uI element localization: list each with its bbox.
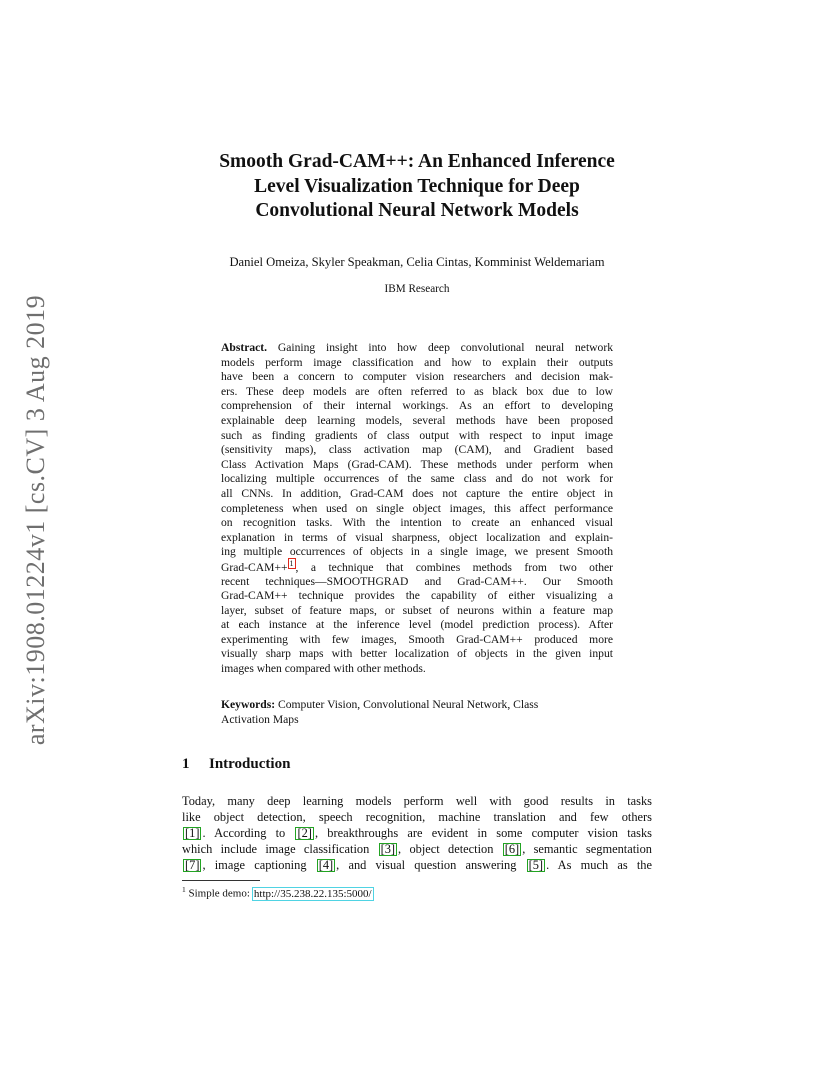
body-text: , and visual question answering	[336, 858, 526, 872]
author-list: Daniel Omeiza, Skyler Speakman, Celia Cintas, Komminist Weldemariam	[229, 255, 605, 269]
body-line	[182, 857, 652, 873]
body-text: , object detection	[398, 842, 502, 856]
abstract-line: ers. These deep models are often referred to as black box due to low	[221, 384, 613, 398]
abstract-text: , a technique that combines methods from two other	[295, 560, 613, 574]
abstract-line: ing multiple occurrences of objects in a single image, we present Smooth	[221, 545, 613, 559]
abstract-line: completeness when used on single object images, this affect performance	[221, 501, 613, 515]
abstract-text: Gaining insight into how deep convolutional neural network	[267, 341, 613, 354]
abstract-line: models perform image classification and how to explain their outputs	[221, 355, 613, 369]
body-text: . According to	[202, 826, 295, 840]
abstract-line: experimenting with few images, Smooth Grad-CAM++ produced more	[221, 632, 613, 646]
paper-title	[150, 150, 684, 224]
keywords-line: Activation Maps	[221, 713, 299, 726]
title-line: Convolutional Neural Network Models	[255, 200, 579, 221]
body-line	[182, 825, 652, 841]
section-title: Introduction	[209, 756, 291, 772]
affiliation: IBM Research	[384, 283, 450, 295]
citation-link[interactable]: [1]	[185, 826, 200, 840]
abstract-line: visually sharp maps with better localization of objects in the given input	[221, 647, 613, 661]
keywords-line	[221, 697, 613, 712]
keywords-text: Computer Vision, Convolutional Neural Network, Class	[275, 698, 539, 711]
introduction-paragraph	[182, 793, 652, 873]
abstract-line: on recognition tasks. With the intention to create an enhanced visual	[221, 516, 613, 530]
abstract-line: explainable deep learning models, several methods have been proposed	[221, 413, 613, 427]
body-line: Today, many deep learning models perform well with good results in tasks	[182, 794, 652, 808]
title-line: Smooth Grad-CAM++: An Enhanced Inference	[219, 151, 615, 172]
citation-link[interactable]: [5]	[528, 858, 544, 872]
citation-link[interactable]: [7]	[185, 858, 200, 872]
body-text: , image captioning	[202, 858, 316, 872]
keywords	[221, 697, 613, 727]
body-text: , breakthroughs are evident in some computer vision tasks	[314, 826, 652, 840]
citation-link[interactable]: [4]	[318, 858, 334, 872]
abstract-line: such as finding gradients of class output with respect to input image	[221, 428, 613, 442]
abstract-line: have been a concern to computer vision researchers and decision mak-	[221, 370, 613, 384]
abstract-label: Abstract.	[221, 341, 268, 354]
abstract-line: explanation in terms of visual sharpness, object localization and explain-	[221, 530, 613, 544]
section-heading	[182, 756, 290, 773]
abstract-line	[221, 341, 613, 356]
abstract-line: images when compared with other methods.	[221, 662, 426, 676]
abstract	[221, 341, 613, 677]
abstract-line: all CNNs. In addition, Grad-CAM does not capture the entire object in	[221, 486, 613, 500]
abstract-line	[221, 560, 613, 575]
title-line: Level Visualization Technique for Deep	[254, 175, 580, 197]
abstract-line: Class Activation Maps (Grad-CAM). These methods under perform when	[221, 457, 613, 471]
abstract-line: Grad-CAM++ technique provides the capability of either visualizing a	[221, 589, 613, 603]
citation-link[interactable]: [6]	[504, 842, 520, 856]
footnote-text: Simple demo:	[185, 887, 250, 900]
footnote-rule	[182, 880, 260, 881]
arxiv-sidebar	[0, 0, 80, 1072]
abstract-line: (sensitivity maps), class activation map (CAM), and Gradient based	[221, 443, 613, 457]
body-line	[182, 841, 652, 857]
citation-link[interactable]: [2]	[297, 826, 312, 840]
abstract-line: at each instance at the inference level (model prediction process). After	[221, 618, 613, 632]
abstract-line: recent techniques—SMOOTHGRAD and Grad-CAM++. Our Smooth	[221, 574, 613, 588]
abstract-text: Grad-CAM++	[221, 560, 288, 574]
abstract-line: comprehension of their internal workings. As an effort to developing	[221, 399, 613, 413]
footnote-marker: 1	[182, 885, 186, 894]
body-text: which include image classification	[182, 842, 378, 856]
body-text: . As much as the	[546, 858, 652, 872]
demo-url-link[interactable]: http://35.238.22.135:5000/	[253, 887, 372, 900]
body-text: , semantic segmentation	[522, 842, 652, 856]
body-line: like object detection, speech recognition, machine translation and few others	[182, 810, 652, 824]
footnote	[182, 885, 374, 900]
abstract-line: layer, subset of feature maps, or subset of neurons within a feature map	[221, 603, 613, 617]
citation-link[interactable]: [3]	[380, 842, 396, 856]
section-number: 1	[182, 756, 190, 772]
abstract-line: localizing multiple occurrences of the same class and do not work for	[221, 472, 613, 486]
keywords-label: Keywords:	[221, 698, 276, 711]
arxiv-identifier: arXiv:1908.01224v1 [cs.CV] 3 Aug 2019	[21, 294, 50, 746]
footnote-link[interactable]: 1	[289, 558, 294, 568]
